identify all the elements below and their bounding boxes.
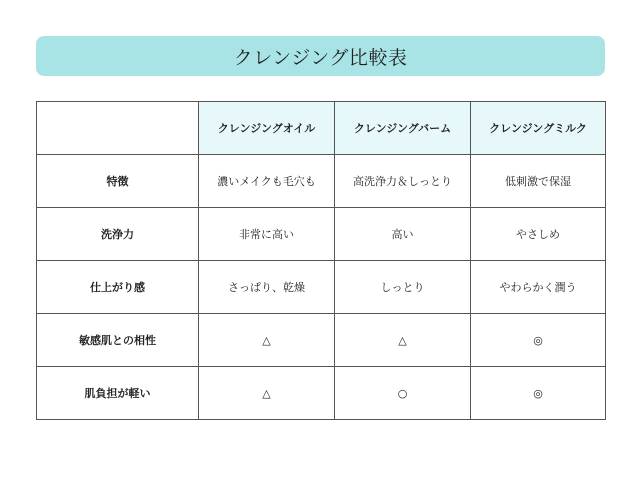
row-header: 仕上がり感 <box>37 261 199 314</box>
table-cell: やわらかく潤う <box>471 261 606 314</box>
table-cell: やさしめ <box>471 208 606 261</box>
table-row <box>37 261 606 314</box>
rating-symbol: △ <box>199 367 335 420</box>
rating-symbol: △ <box>335 314 471 367</box>
column-header-balm: クレンジングバーム <box>335 102 471 155</box>
table-cell: 高い <box>335 208 471 261</box>
table-row <box>37 208 606 261</box>
rating-symbol: ○ <box>335 367 471 420</box>
table-cell: 非常に高い <box>199 208 335 261</box>
page-title: クレンジング比較表 <box>233 46 408 69</box>
table-cell: 高洗浄力＆しっとり <box>335 155 471 208</box>
comparison-table <box>36 101 606 420</box>
rating-symbol: △ <box>199 314 335 367</box>
rating-symbol: ◎ <box>471 314 606 367</box>
rating-symbol: ◎ <box>471 367 606 420</box>
table-cell: さっぱり、乾燥 <box>199 261 335 314</box>
table-row <box>37 155 606 208</box>
row-header: 敏感肌との相性 <box>37 314 199 367</box>
row-header: 洗浄力 <box>37 208 199 261</box>
header-row <box>37 102 606 155</box>
table-row <box>37 314 606 367</box>
table-cell: しっとり <box>335 261 471 314</box>
title-banner <box>36 36 605 76</box>
row-header: 肌負担が軽い <box>37 367 199 420</box>
table-row <box>37 367 606 420</box>
column-header-milk: クレンジングミルク <box>471 102 606 155</box>
corner-cell <box>37 102 199 155</box>
table-cell: 濃いメイクも毛穴も <box>199 155 335 208</box>
column-header-oil: クレンジングオイル <box>199 102 335 155</box>
table-cell: 低刺激で保湿 <box>471 155 606 208</box>
row-header: 特徴 <box>37 155 199 208</box>
